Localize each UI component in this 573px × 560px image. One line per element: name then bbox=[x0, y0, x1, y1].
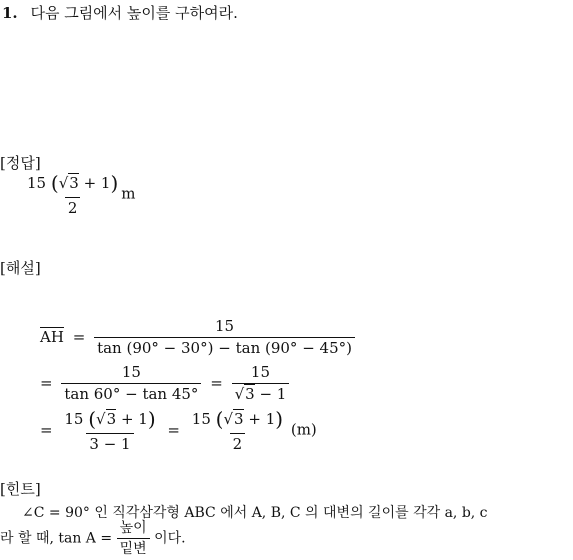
solution-fraction-1: $\frac{15}{\tan (90^\circ - 30^\circ) - \tan (90^\circ - 45^\circ)}$ bbox=[94, 318, 355, 358]
solution-fraction-3b: $\frac{15 (√3 + 1)}{2}$ bbox=[191, 407, 284, 453]
question-text: 다음 그림에서 높이를 구하여라. bbox=[30, 4, 238, 22]
sqrt-symbol: √3 bbox=[58, 174, 79, 192]
solution-line-2: = $\frac{15}{\tan 60^\circ - \tan 45^\circ}$ = $\frac{15}{√3 - 1}$ bbox=[40, 364, 289, 404]
sqrt-symbol: √3 bbox=[234, 385, 255, 404]
answer-denominator: 2 bbox=[65, 197, 81, 217]
answer-fraction bbox=[24, 172, 121, 217]
question bbox=[2, 2, 238, 23]
solution-fraction-3a: $\frac{15 (√3 + 1)}{3 - 1}$ bbox=[64, 407, 156, 453]
solution-line-3: = $\frac{15 (√3 + 1)}{3 - 1}$ = $\frac{15 (√3 + 1)}{2}$ (m) bbox=[40, 407, 317, 453]
hint-line-2: 라 할 때, tan A = $\frac{\text{높이}}{\text{밑변}}$ 이다. bbox=[0, 520, 186, 558]
answer-label: [정답] bbox=[0, 154, 41, 172]
solution-unit: (m) bbox=[290, 420, 317, 439]
sqrt-symbol: √3 bbox=[223, 410, 244, 428]
hint-label: [힌트] bbox=[0, 480, 41, 498]
answer-numerator: 15 (√3 + 1) bbox=[27, 171, 119, 195]
hint-line-1: ∠C = 90° 인 직각삼각형 ABC 에서 A, B, C 의 대변의 길이를 각각 a, b, c bbox=[22, 505, 488, 521]
solution-fraction-2a: $\frac{15}{\tan 60^\circ - \tan 45^\circ}$ bbox=[61, 364, 201, 404]
segment-ah: AH bbox=[40, 327, 64, 346]
solution-line-1: AH = $\frac{15}{\tan (90^\circ - 30^\circ) - \tan (90^\circ - 45^\circ)}$ bbox=[40, 318, 355, 358]
question-number: 1. bbox=[2, 4, 18, 22]
answer-unit: m bbox=[121, 184, 136, 203]
hint-fraction: $\frac{\text{높이}}{\text{밑변}}$ bbox=[117, 520, 150, 557]
answer-expression bbox=[24, 172, 136, 217]
sqrt-symbol: √3 bbox=[96, 410, 117, 428]
solution-label: [해설] bbox=[0, 259, 41, 277]
solution-fraction-2b: $\frac{15}{√3 - 1}$ bbox=[232, 364, 290, 404]
